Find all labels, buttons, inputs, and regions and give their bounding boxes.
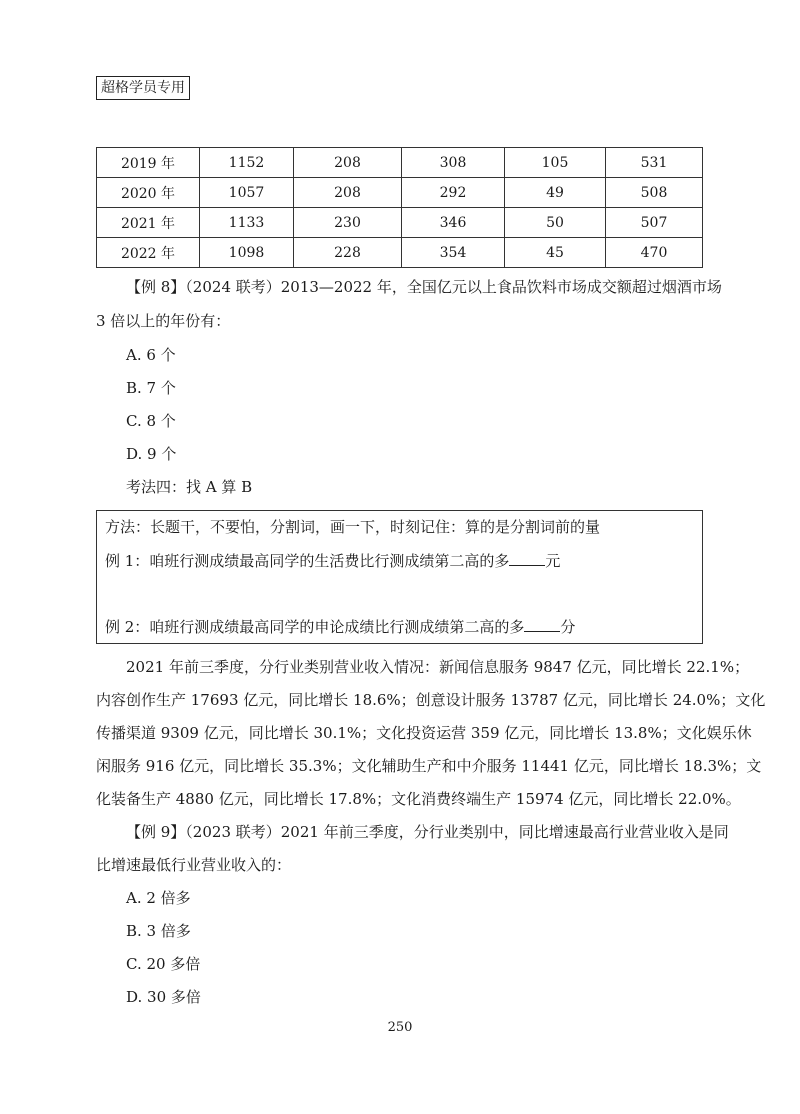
table-row	[97, 178, 703, 208]
table-cell: 470	[606, 238, 703, 268]
example-2	[105, 617, 575, 637]
passage-line: 化装备生产 4880 亿元，同比增长 17.8%；文化消费终端生产 15974 亿元，同比增长 22.0%。	[96, 790, 741, 808]
table-cell: 2021 年	[97, 208, 200, 238]
table-cell: 228	[294, 238, 402, 268]
option-c: C. 20 多倍	[126, 955, 201, 973]
passage-line: 传播渠道 9309 亿元，同比增长 30.1%；文化投资运营 359 亿元，同比增长 13.8%；文化娱乐休	[96, 724, 752, 742]
table-cell: 208	[294, 148, 402, 178]
example-2-unit: 分	[560, 618, 576, 636]
table-cell: 2020 年	[97, 178, 200, 208]
table-cell: 1152	[200, 148, 294, 178]
example-2-text: 例 2：咱班行测成绩最高同学的申论成绩比行测成绩第二高的多	[105, 618, 525, 636]
passage-line: 闲服务 916 亿元，同比增长 35.3%；文化辅助生产和中介服务 11441 亿元，同比增长 18.3%；文	[96, 757, 762, 775]
table-cell: 508	[606, 178, 703, 208]
data-table	[96, 147, 703, 268]
question-8-stem-line2: 3 倍以上的年份有：	[96, 312, 231, 330]
table-cell: 230	[294, 208, 402, 238]
table-cell: 1057	[200, 178, 294, 208]
table-cell: 2019 年	[97, 148, 200, 178]
table-row	[97, 238, 703, 268]
method-heading: 考法四：找 A 算 B	[126, 478, 253, 496]
table-cell: 105	[505, 148, 606, 178]
question-9-stem-line1: 【例 9】（2023 联考）2021 年前三季度，分行业类别中，同比增速最高行业营业收入是同	[126, 823, 729, 841]
page-number: 250	[387, 1020, 413, 1035]
table-cell: 292	[402, 178, 505, 208]
answer-blank	[524, 617, 560, 632]
table-cell: 50	[505, 208, 606, 238]
table-cell: 1133	[200, 208, 294, 238]
option-b: B. 7 个	[126, 379, 176, 397]
example-1-unit: 元	[545, 552, 561, 570]
passage-line: 内容创作生产 17693 亿元，同比增长 18.6%；创意设计服务 13787 亿元，同比增长 24.0%；文化	[96, 691, 766, 709]
question-9-stem-line2: 比增速最低行业营业收入的：	[96, 856, 292, 874]
option-d: D. 30 多倍	[126, 988, 201, 1006]
table-cell: 45	[505, 238, 606, 268]
table-cell: 531	[606, 148, 703, 178]
watermark-stamp: 超格学员专用	[96, 76, 190, 100]
option-b: B. 3 倍多	[126, 922, 191, 940]
answer-blank	[509, 551, 545, 566]
method-text: 方法：长题干，不要怕，分割词，画一下，时刻记住：算的是分割词前的量	[105, 518, 601, 536]
passage-line: 2021 年前三季度，分行业类别营业收入情况：新闻信息服务 9847 亿元，同比增长 22.1%；	[126, 658, 750, 676]
method-box	[96, 510, 703, 644]
table-cell: 208	[294, 178, 402, 208]
option-d: D. 9 个	[126, 445, 177, 463]
option-a: A. 6 个	[126, 346, 176, 364]
table-cell: 507	[606, 208, 703, 238]
table-cell: 308	[402, 148, 505, 178]
question-8-stem-line1: 【例 8】（2024 联考）2013—2022 年，全国亿元以上食品饮料市场成交额超过烟酒市场	[126, 278, 722, 296]
table-cell: 1098	[200, 238, 294, 268]
example-1	[105, 551, 560, 571]
option-a: A. 2 倍多	[126, 889, 191, 907]
table-cell: 49	[505, 178, 606, 208]
table-cell: 2022 年	[97, 238, 200, 268]
table-row	[97, 208, 703, 238]
example-1-text: 例 1：咱班行测成绩最高同学的生活费比行测成绩第二高的多	[105, 552, 510, 570]
table-row	[97, 148, 703, 178]
option-c: C. 8 个	[126, 412, 176, 430]
table-cell: 346	[402, 208, 505, 238]
table-cell: 354	[402, 238, 505, 268]
